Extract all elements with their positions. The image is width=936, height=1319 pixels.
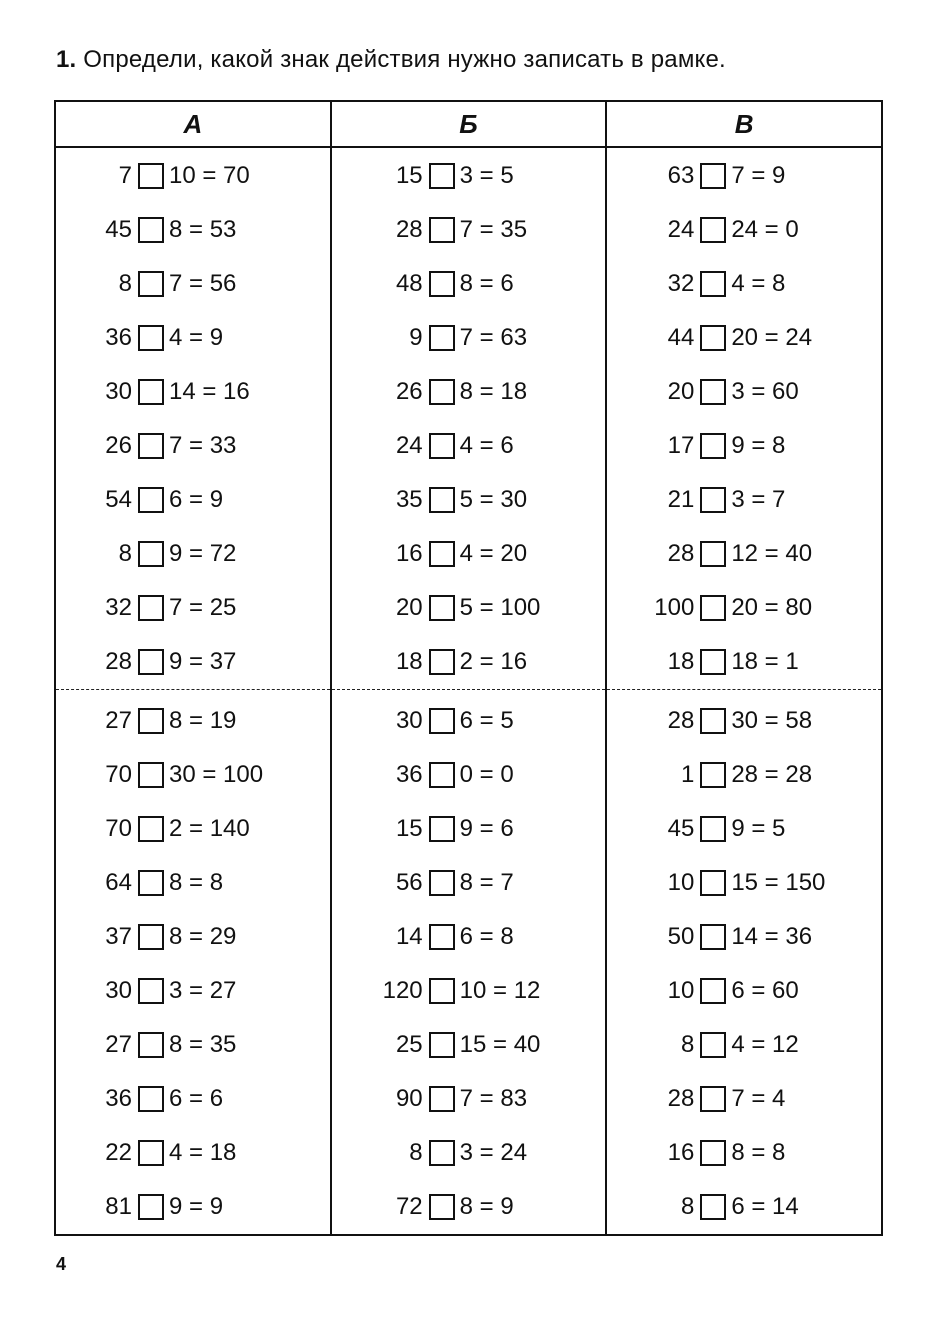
equation-left-operand: 30 [105, 378, 132, 405]
answer-box[interactable] [700, 816, 726, 842]
equation-row [56, 1072, 330, 1126]
equation-left-operand: 7 [118, 162, 132, 189]
equation-row [56, 694, 330, 748]
answer-box[interactable] [429, 595, 455, 621]
equation-row [332, 149, 606, 203]
equation-row [332, 1180, 606, 1234]
equation-right-side: 18 = 1 [731, 648, 799, 675]
equation-row [56, 1126, 330, 1180]
equation-left-operand: 26 [395, 378, 423, 405]
equation-right-side: 8 = 18 [459, 378, 528, 405]
equation-left-operand: 8 [409, 1139, 423, 1166]
equation-left-operand: 16 [667, 1139, 695, 1166]
equation-row [607, 910, 881, 964]
equation-left-operand: 20 [395, 594, 423, 621]
equation-right-side: 7 = 33 [169, 432, 237, 459]
equation-left-operand: 1 [680, 761, 695, 788]
answer-box[interactable] [138, 595, 164, 621]
equation-right-side: 3 = 7 [731, 486, 786, 513]
equation-right-side: 5 = 100 [459, 594, 541, 621]
equation-row [332, 203, 606, 257]
answer-box[interactable] [700, 217, 726, 243]
equation-left-operand: 24 [395, 432, 423, 459]
header-row [55, 101, 882, 147]
equation-right-side: 6 = 5 [459, 707, 514, 734]
equation-left-operand: 10 [667, 869, 695, 896]
equation-left-operand: 9 [409, 324, 423, 351]
answer-box[interactable] [700, 433, 726, 459]
equation-row [607, 748, 881, 802]
equation-row [332, 964, 606, 1018]
equation-left-operand: 36 [105, 1085, 132, 1112]
equation-row [56, 964, 330, 1018]
answer-box[interactable] [138, 708, 164, 734]
answer-box[interactable] [700, 379, 726, 405]
equation-row [607, 1018, 881, 1072]
answer-box[interactable] [700, 762, 726, 788]
equation-right-side: 8 = 6 [459, 270, 514, 297]
equation-row [332, 1018, 606, 1072]
equation-row [332, 694, 606, 748]
equation-row [607, 1072, 881, 1126]
column-a-section-1 [55, 147, 331, 690]
equation-row [56, 856, 330, 910]
equation-left-operand: 8 [118, 270, 132, 297]
equation-right-side: 4 = 12 [731, 1031, 799, 1058]
equation-row [332, 257, 606, 311]
equation-right-side: 6 = 8 [459, 923, 514, 950]
answer-box[interactable] [429, 325, 455, 351]
equation-right-side: 6 = 14 [731, 1193, 799, 1220]
equation-row [607, 311, 881, 365]
task-heading [56, 46, 726, 74]
answer-box[interactable] [138, 816, 164, 842]
equation-right-side: 28 = 28 [731, 761, 813, 788]
answer-box[interactable] [429, 163, 455, 189]
equation-right-side: 8 = 7 [459, 869, 514, 896]
page-number: 4 [56, 1254, 67, 1274]
equation-left-operand: 64 [105, 869, 132, 896]
column-b-section-2 [331, 690, 607, 1236]
column-header-a: А [55, 101, 331, 147]
answer-box[interactable] [138, 325, 164, 351]
equation-right-side: 3 = 5 [459, 162, 514, 189]
equation-row [607, 964, 881, 1018]
equation-left-operand: 35 [395, 486, 423, 513]
equation-row [332, 910, 606, 964]
equation-left-operand: 50 [667, 923, 695, 950]
answer-box[interactable] [700, 1140, 726, 1166]
equation-left-operand: 22 [105, 1139, 132, 1166]
equation-left-operand: 30 [105, 977, 132, 1004]
equation-left-operand: 16 [395, 540, 423, 567]
equation-right-side: 0 = 0 [459, 761, 514, 788]
equation-right-side: 2 = 140 [169, 815, 250, 842]
equation-right-side: 7 = 56 [169, 270, 237, 297]
equation-right-side: 14 = 16 [169, 378, 250, 405]
equation-right-side: 15 = 40 [459, 1031, 541, 1058]
section-row-2 [55, 690, 882, 1236]
equation-row [56, 1180, 330, 1234]
equation-row [332, 802, 606, 856]
equation-row [56, 419, 330, 473]
equation-right-side: 20 = 80 [731, 594, 813, 621]
equation-left-operand: 18 [395, 648, 423, 675]
column-header-c: В [606, 101, 882, 147]
equation-right-side: 15 = 150 [731, 869, 826, 896]
equation-row [332, 473, 606, 527]
equation-right-side: 10 = 12 [459, 977, 541, 1004]
answer-box[interactable] [429, 708, 455, 734]
equation-right-side: 8 = 19 [169, 707, 237, 734]
equation-left-operand: 56 [395, 869, 423, 896]
equation-left-operand: 8 [680, 1193, 695, 1220]
equation-row [56, 635, 330, 689]
column-c-section-1 [606, 147, 882, 690]
answer-box[interactable] [700, 595, 726, 621]
answer-box[interactable] [138, 163, 164, 189]
equation-row [607, 257, 881, 311]
equation-left-operand: 45 [105, 216, 132, 243]
equation-row [607, 1180, 881, 1234]
equation-left-operand: 28 [667, 540, 695, 567]
equation-row [607, 419, 881, 473]
answer-box[interactable] [429, 433, 455, 459]
answer-box[interactable] [138, 924, 164, 950]
equation-row [56, 149, 330, 203]
equation-row [607, 365, 881, 419]
equation-row [332, 365, 606, 419]
equation-left-operand: 28 [667, 707, 695, 734]
equation-row [56, 910, 330, 964]
equation-row [56, 473, 330, 527]
answer-box[interactable] [138, 1140, 164, 1166]
equation-left-operand: 15 [395, 815, 423, 842]
answer-box[interactable] [138, 1194, 164, 1220]
equation-right-side: 2 = 16 [459, 648, 528, 675]
equation-row [56, 748, 330, 802]
equation-left-operand: 25 [395, 1031, 423, 1058]
equation-row [56, 1018, 330, 1072]
equation-right-side: 9 = 5 [731, 815, 786, 842]
answer-box[interactable] [429, 1086, 455, 1112]
equation-left-operand: 8 [680, 1031, 695, 1058]
equation-right-side: 7 = 83 [459, 1085, 528, 1112]
equation-left-operand: 81 [105, 1193, 132, 1220]
equation-row [332, 856, 606, 910]
equation-row [56, 203, 330, 257]
equation-left-operand: 24 [667, 216, 695, 243]
exercise-table [54, 100, 883, 1236]
equation-row [332, 419, 606, 473]
answer-box[interactable] [429, 816, 455, 842]
equation-right-side: 7 = 25 [169, 594, 237, 621]
answer-box[interactable] [700, 163, 726, 189]
answer-box[interactable] [138, 487, 164, 513]
equation-row [332, 1072, 606, 1126]
answer-box[interactable] [429, 924, 455, 950]
equation-right-side: 9 = 37 [169, 648, 237, 675]
equation-right-side: 30 = 58 [731, 707, 813, 734]
answer-box[interactable] [138, 379, 164, 405]
equation-row [607, 635, 881, 689]
answer-box[interactable] [429, 649, 455, 675]
equation-right-side: 3 = 24 [459, 1139, 528, 1166]
answer-box[interactable] [138, 433, 164, 459]
equation-row [56, 365, 330, 419]
column-a-section-2 [55, 690, 331, 1236]
answer-box[interactable] [429, 217, 455, 243]
answer-box[interactable] [138, 271, 164, 297]
equation-row [332, 311, 606, 365]
equation-left-operand: 14 [395, 923, 423, 950]
equation-right-side: 10 = 70 [169, 162, 250, 189]
equation-row [332, 527, 606, 581]
answer-box[interactable] [700, 924, 726, 950]
answer-box[interactable] [429, 870, 455, 896]
equation-right-side: 7 = 63 [459, 324, 528, 351]
answer-box[interactable] [429, 978, 455, 1004]
equation-left-operand: 21 [667, 486, 695, 513]
section-row-1 [55, 147, 882, 690]
equation-row [56, 581, 330, 635]
equation-right-side: 4 = 9 [169, 324, 224, 351]
equation-right-side: 20 = 24 [731, 324, 813, 351]
equation-left-operand: 20 [667, 378, 695, 405]
equation-right-side: 7 = 9 [731, 162, 786, 189]
equation-left-operand: 120 [382, 977, 423, 1004]
answer-box[interactable] [429, 379, 455, 405]
equation-right-side: 4 = 18 [169, 1139, 237, 1166]
equation-row [607, 694, 881, 748]
equation-left-operand: 36 [395, 761, 423, 788]
equation-right-side: 8 = 8 [731, 1139, 786, 1166]
equation-left-operand: 17 [667, 432, 695, 459]
equation-right-side: 4 = 6 [459, 432, 514, 459]
equation-row [332, 748, 606, 802]
equation-right-side: 8 = 53 [169, 216, 237, 243]
equation-left-operand: 32 [105, 594, 132, 621]
equation-left-operand: 45 [667, 815, 695, 842]
equation-left-operand: 70 [105, 761, 132, 788]
equation-left-operand: 63 [667, 162, 695, 189]
equation-left-operand: 10 [667, 977, 695, 1004]
answer-box[interactable] [700, 649, 726, 675]
equation-left-operand: 72 [395, 1193, 423, 1220]
answer-box[interactable] [429, 1032, 455, 1058]
answer-box[interactable] [138, 649, 164, 675]
equation-row [56, 311, 330, 365]
equation-row [56, 257, 330, 311]
answer-box[interactable] [429, 1140, 455, 1166]
equation-row [607, 149, 881, 203]
answer-box[interactable] [138, 978, 164, 1004]
answer-box[interactable] [429, 762, 455, 788]
answer-box[interactable] [700, 870, 726, 896]
equation-right-side: 9 = 9 [169, 1193, 224, 1220]
equation-left-operand: 28 [395, 216, 423, 243]
answer-box[interactable] [700, 271, 726, 297]
equation-right-side: 9 = 8 [731, 432, 786, 459]
equation-row [607, 203, 881, 257]
equation-right-side: 8 = 35 [169, 1031, 237, 1058]
equation-left-operand: 28 [667, 1085, 695, 1112]
answer-box[interactable] [700, 708, 726, 734]
equation-row [332, 1126, 606, 1180]
equation-row [332, 581, 606, 635]
equation-left-operand: 27 [105, 1031, 132, 1058]
answer-box[interactable] [429, 271, 455, 297]
equation-left-operand: 70 [105, 815, 132, 842]
equation-left-operand: 48 [395, 270, 423, 297]
answer-box[interactable] [700, 487, 726, 513]
equation-left-operand: 8 [118, 540, 132, 567]
column-b-section-1 [331, 147, 607, 690]
equation-right-side: 7 = 35 [459, 216, 528, 243]
answer-box[interactable] [429, 541, 455, 567]
equation-left-operand: 28 [105, 648, 132, 675]
answer-box[interactable] [700, 1032, 726, 1058]
answer-box[interactable] [429, 1194, 455, 1220]
equation-right-side: 7 = 4 [731, 1085, 786, 1112]
equation-row [607, 1126, 881, 1180]
answer-box[interactable] [700, 1086, 726, 1112]
equation-left-operand: 26 [105, 432, 132, 459]
answer-box[interactable] [700, 978, 726, 1004]
equation-right-side: 5 = 30 [459, 486, 528, 513]
equation-right-side: 4 = 20 [459, 540, 528, 567]
equation-row [607, 527, 881, 581]
equation-left-operand: 90 [395, 1085, 423, 1112]
equation-right-side: 9 = 72 [169, 540, 237, 567]
equation-row [607, 581, 881, 635]
answer-box[interactable] [700, 541, 726, 567]
equation-left-operand: 54 [105, 486, 132, 513]
equation-row [56, 527, 330, 581]
equation-right-side: 3 = 27 [169, 977, 237, 1004]
equation-right-side: 8 = 9 [459, 1193, 514, 1220]
equation-row [56, 802, 330, 856]
equation-right-side: 30 = 100 [169, 761, 264, 788]
answer-box[interactable] [138, 870, 164, 896]
equation-right-side: 14 = 36 [731, 923, 813, 950]
equation-left-operand: 37 [105, 923, 132, 950]
equation-left-operand: 15 [395, 162, 423, 189]
task-instruction: Определи, какой знак действия нужно записать в рамке. [83, 46, 726, 73]
equation-row [332, 635, 606, 689]
answer-box[interactable] [700, 325, 726, 351]
equation-right-side: 8 = 8 [169, 869, 224, 896]
equation-left-operand: 30 [395, 707, 423, 734]
equation-right-side: 24 = 0 [731, 216, 799, 243]
equation-left-operand: 27 [105, 707, 132, 734]
equation-left-operand: 32 [667, 270, 695, 297]
equation-left-operand: 100 [654, 594, 695, 621]
equation-right-side: 9 = 6 [459, 815, 514, 842]
answer-box[interactable] [138, 217, 164, 243]
answer-box[interactable] [700, 1194, 726, 1220]
answer-box[interactable] [138, 1032, 164, 1058]
equation-right-side: 12 = 40 [731, 540, 813, 567]
column-header-b: Б [331, 101, 607, 147]
answer-box[interactable] [429, 487, 455, 513]
answer-box[interactable] [138, 541, 164, 567]
equation-right-side: 6 = 9 [169, 486, 224, 513]
answer-box[interactable] [138, 762, 164, 788]
equation-left-operand: 18 [667, 648, 695, 675]
answer-box[interactable] [138, 1086, 164, 1112]
equation-row [607, 473, 881, 527]
equation-left-operand: 44 [667, 324, 695, 351]
task-number: 1. [56, 46, 77, 73]
equation-right-side: 3 = 60 [731, 378, 799, 405]
equation-right-side: 4 = 8 [731, 270, 786, 297]
equation-row [607, 856, 881, 910]
equation-right-side: 6 = 6 [169, 1085, 224, 1112]
equation-left-operand: 36 [105, 324, 132, 351]
column-c-section-2 [606, 690, 882, 1236]
equation-row [607, 802, 881, 856]
equation-right-side: 6 = 60 [731, 977, 799, 1004]
equation-right-side: 8 = 29 [169, 923, 237, 950]
